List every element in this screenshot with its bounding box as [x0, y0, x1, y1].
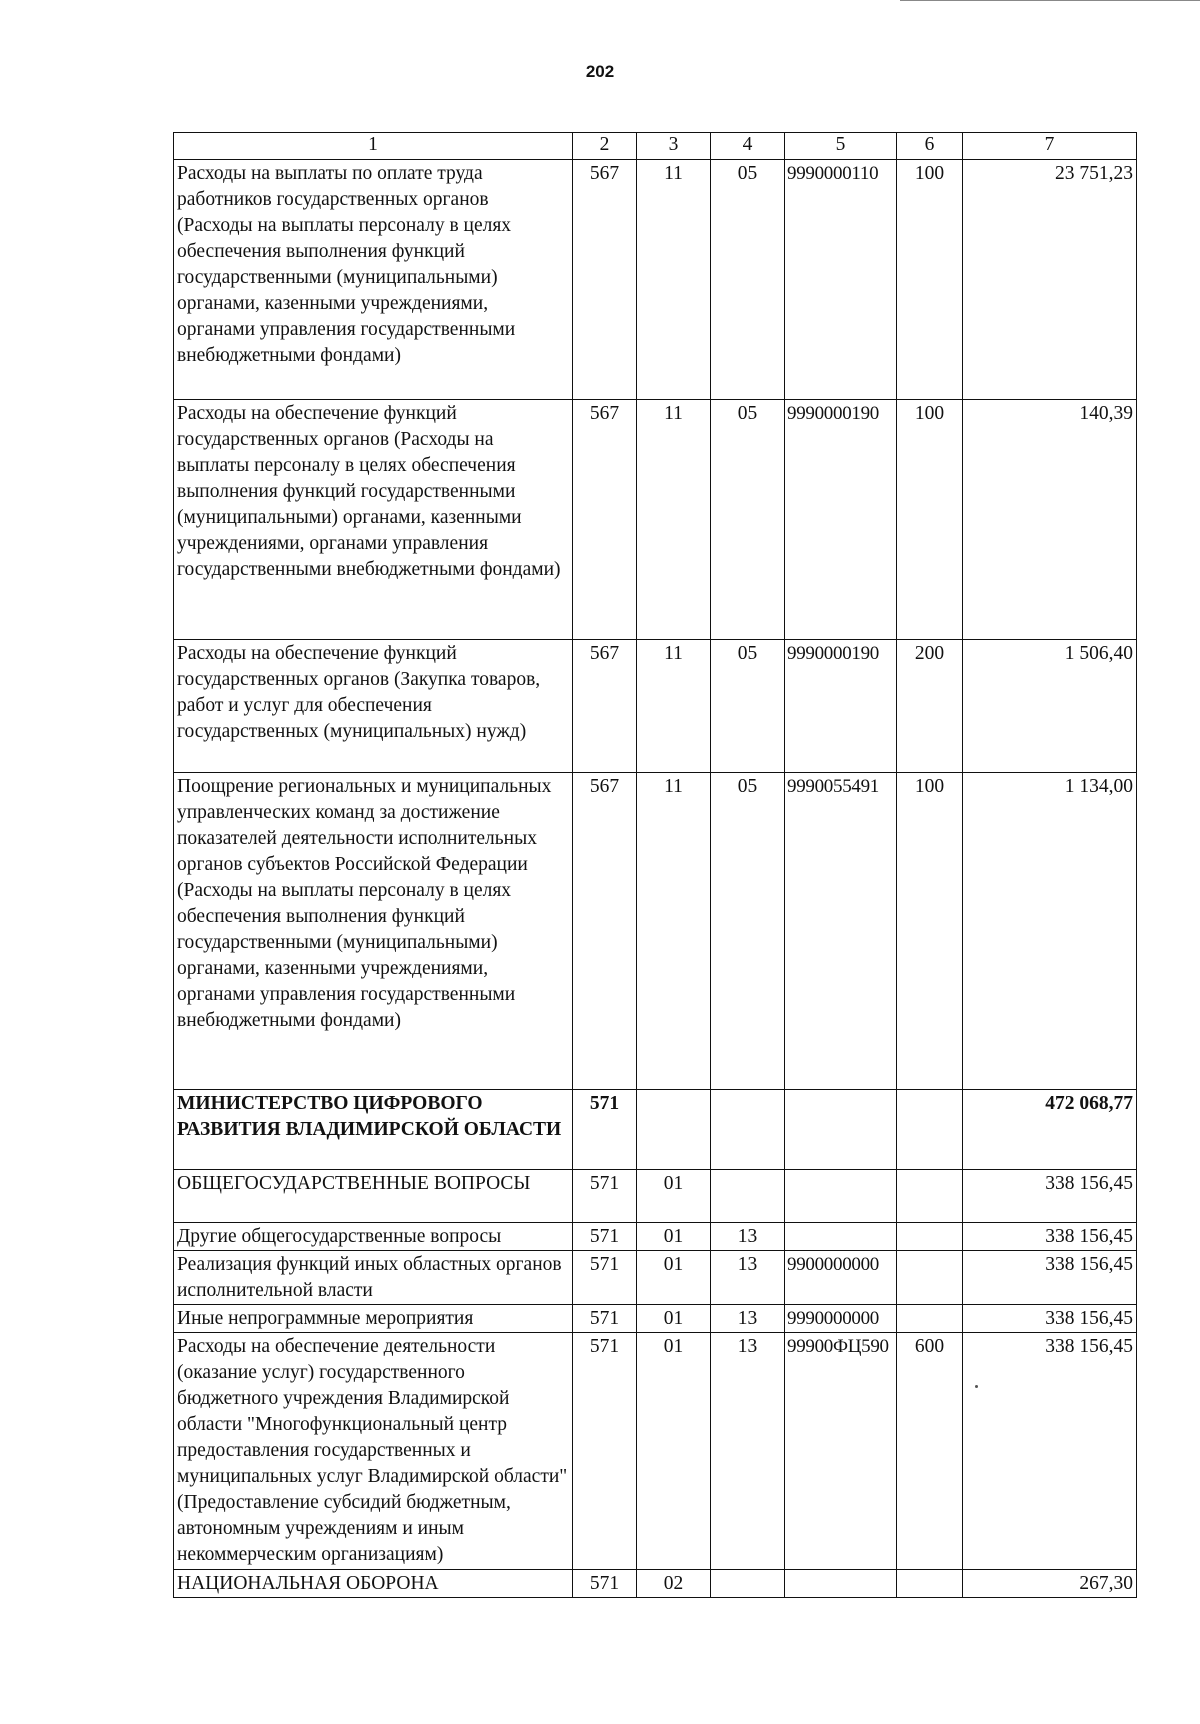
- cell-admin-code: 571: [573, 1333, 637, 1570]
- cell-expense-type: [897, 1170, 963, 1223]
- cell-expense-type: 100: [897, 160, 963, 400]
- cell-amount: 1 134,00: [963, 773, 1137, 1090]
- table-row: [174, 1570, 1137, 1598]
- cell-subsection: [711, 1570, 785, 1598]
- table-row: [174, 1333, 1137, 1570]
- cell-subsection: 13: [711, 1305, 785, 1333]
- cell-section: 01: [637, 1305, 711, 1333]
- cell-admin-code: 567: [573, 400, 637, 640]
- cell-section: 11: [637, 640, 711, 773]
- row-name: Расходы на выплаты по оплате труда работников государственных органов (Расходы на выплаты персоналу в целях обеспечения выполнения функций государственными (муниципальными) органами, казенными учреждениями, органами управления государственными внебюджетными фондами): [174, 160, 573, 400]
- table-row: [174, 1223, 1137, 1251]
- table-row: [174, 773, 1137, 1090]
- cell-amount: 338 156,45: [963, 1170, 1137, 1223]
- cell-section: 01: [637, 1251, 711, 1305]
- cell-subsection: [711, 1090, 785, 1170]
- cell-amount: 472 068,77: [963, 1090, 1137, 1170]
- cell-section: 02: [637, 1570, 711, 1598]
- cell-subsection: 05: [711, 400, 785, 640]
- cell-target-article: [785, 1090, 897, 1170]
- cell-amount: 267,30: [963, 1570, 1137, 1598]
- cell-admin-code: 567: [573, 640, 637, 773]
- cell-target-article: 9990000190: [785, 400, 897, 640]
- cell-expense-type: 100: [897, 773, 963, 1090]
- header-col-5: 5: [785, 133, 897, 160]
- row-name: Другие общегосударственные вопросы: [174, 1223, 573, 1251]
- header-row: [174, 133, 1137, 160]
- cell-subsection: 05: [711, 640, 785, 773]
- cell-target-article: [785, 1570, 897, 1598]
- cell-amount: 338 156,45: [963, 1223, 1137, 1251]
- scan-line-top: [900, 0, 1200, 1]
- cell-target-article: [785, 1223, 897, 1251]
- row-name: Расходы на обеспечение функций государственных органов (Закупка товаров, работ и услуг для обеспечения государственных (муниципальных) нужд): [174, 640, 573, 773]
- row-name: Расходы на обеспечение деятельности (оказание услуг) государственного бюджетного учреждения Владимирской области "Многофункциональный центр предоставления государственных и муниципальных услуг Владимирской области" (Предоставление субсидий бюджетным, автономным учреждениям и иным некоммерческим организациям): [174, 1333, 573, 1570]
- table-row: [174, 1251, 1137, 1305]
- cell-expense-type: [897, 1570, 963, 1598]
- header-col-6: 6: [897, 133, 963, 160]
- cell-expense-type: 200: [897, 640, 963, 773]
- cell-amount: 1 506,40: [963, 640, 1137, 773]
- cell-admin-code: 571: [573, 1570, 637, 1598]
- cell-subsection: [711, 1170, 785, 1223]
- cell-admin-code: 567: [573, 773, 637, 1090]
- header-col-4: 4: [711, 133, 785, 160]
- cell-amount: 23 751,23: [963, 160, 1137, 400]
- table-row-ministry: [174, 1090, 1137, 1170]
- cell-section: 11: [637, 160, 711, 400]
- cell-target-article: 9990055491: [785, 773, 897, 1090]
- budget-table: [173, 132, 1137, 1598]
- page-number: 202: [585, 62, 615, 81]
- header-col-2: 2: [573, 133, 637, 160]
- cell-subsection: 05: [711, 773, 785, 1090]
- table-row: [174, 640, 1137, 773]
- cell-section: 01: [637, 1333, 711, 1570]
- table-row: [174, 400, 1137, 640]
- table-row: [174, 160, 1137, 400]
- cell-admin-code: 571: [573, 1090, 637, 1170]
- cell-section: 01: [637, 1223, 711, 1251]
- cell-section: 11: [637, 773, 711, 1090]
- cell-subsection: 05: [711, 160, 785, 400]
- row-name: ОБЩЕГОСУДАРСТВЕННЫЕ ВОПРОСЫ: [174, 1170, 573, 1223]
- row-name: Поощрение региональных и муниципальных управленческих команд за достижение показателей деятельности исполнительных органов субъектов Российской Федерации (Расходы на выплаты персоналу в целях обеспечения выполнения функций государственными (муниципальными) органами, казенными учреждениями, органами управления государственными внебюджетными фондами): [174, 773, 573, 1090]
- cell-amount: 338 156,45: [963, 1251, 1137, 1305]
- cell-admin-code: 571: [573, 1251, 637, 1305]
- cell-target-article: 9990000190: [785, 640, 897, 773]
- row-name: Расходы на обеспечение функций государственных органов (Расходы на выплаты персоналу в целях обеспечения выполнения функций государственными (муниципальными) органами, казенными учреждениями, органами управления государственными внебюджетными фондами): [174, 400, 573, 640]
- cell-target-article: 99900ФЦ590: [785, 1333, 897, 1570]
- cell-amount: 140,39: [963, 400, 1137, 640]
- row-name: Реализация функций иных областных органов исполнительной власти: [174, 1251, 573, 1305]
- header-col-1: 1: [174, 133, 573, 160]
- cell-target-article: 9990000110: [785, 160, 897, 400]
- cell-section: 11: [637, 400, 711, 640]
- cell-expense-type: [897, 1223, 963, 1251]
- cell-target-article: 9900000000: [785, 1251, 897, 1305]
- table-row: [174, 1305, 1137, 1333]
- cell-target-article: 9990000000: [785, 1305, 897, 1333]
- cell-admin-code: 571: [573, 1305, 637, 1333]
- cell-section: 01: [637, 1170, 711, 1223]
- cell-subsection: 13: [711, 1223, 785, 1251]
- cell-expense-type: [897, 1251, 963, 1305]
- row-name: МИНИСТЕРСТВО ЦИФРОВОГО РАЗВИТИЯ ВЛАДИМИРСКОЙ ОБЛАСТИ: [174, 1090, 573, 1170]
- cell-admin-code: 571: [573, 1223, 637, 1251]
- cell-expense-type: [897, 1090, 963, 1170]
- scan-speck: [975, 1385, 978, 1388]
- cell-target-article: [785, 1170, 897, 1223]
- cell-admin-code: 567: [573, 160, 637, 400]
- cell-admin-code: 571: [573, 1170, 637, 1223]
- cell-expense-type: 100: [897, 400, 963, 640]
- cell-section: [637, 1090, 711, 1170]
- cell-subsection: 13: [711, 1333, 785, 1570]
- cell-amount: 338 156,45: [963, 1305, 1137, 1333]
- header-col-7: 7: [963, 133, 1137, 160]
- cell-expense-type: 600: [897, 1333, 963, 1570]
- cell-subsection: 13: [711, 1251, 785, 1305]
- cell-amount: 338 156,45: [963, 1333, 1137, 1570]
- table-row: [174, 1170, 1137, 1223]
- row-name: НАЦИОНАЛЬНАЯ ОБОРОНА: [174, 1570, 573, 1598]
- row-name: Иные непрограммные мероприятия: [174, 1305, 573, 1333]
- header-col-3: 3: [637, 133, 711, 160]
- cell-expense-type: [897, 1305, 963, 1333]
